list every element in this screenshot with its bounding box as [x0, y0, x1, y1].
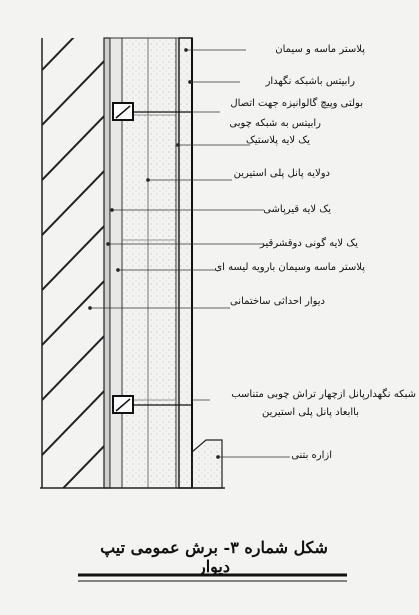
- label-plaster-cement: پلاستر ماسه و سیمان: [275, 44, 365, 55]
- masonry-hatch: [42, 0, 110, 565]
- label-plastic-layer: یک لایه پلاستیک: [245, 135, 310, 146]
- label-frame-line1: شبکه نگهدارپانل ازچهار تراش چوبی متناسب: [231, 389, 416, 400]
- label-bitumen-layer: یک لایه قیرپاشی: [263, 204, 331, 215]
- label-bolt-line1: بولتی وپیچ گالوانیزه جهت اتصال: [230, 98, 363, 109]
- label-polystyrene: دولایه پانل پلی استیرین: [233, 168, 330, 179]
- bitumen-layer: [104, 38, 110, 488]
- label-masonry-wall: دیوار احداثی ساختمانی: [229, 296, 325, 307]
- plaster-layer: [179, 38, 192, 488]
- figure-caption: شکل شماره ۳- برش عمومی تیپ دیوار: [100, 538, 328, 576]
- concrete-footing-shape: [192, 440, 222, 488]
- label-mesh-tie: رابیتس باشبکه نگهدار: [265, 76, 355, 87]
- label-concrete-footing: ازاره بتنی: [291, 450, 332, 461]
- label-bitumen-coat: یک لایه گونی دوقشرقیر: [260, 238, 358, 249]
- label-plaster-lime: پلاستر ماسه وسیمان بارویه لیسه ای: [214, 262, 365, 273]
- label-frame-line2: باابعاد پانل پلی استیرین: [262, 407, 359, 418]
- label-bolt-line2: رابیتس به شبکه چوبی: [229, 118, 321, 129]
